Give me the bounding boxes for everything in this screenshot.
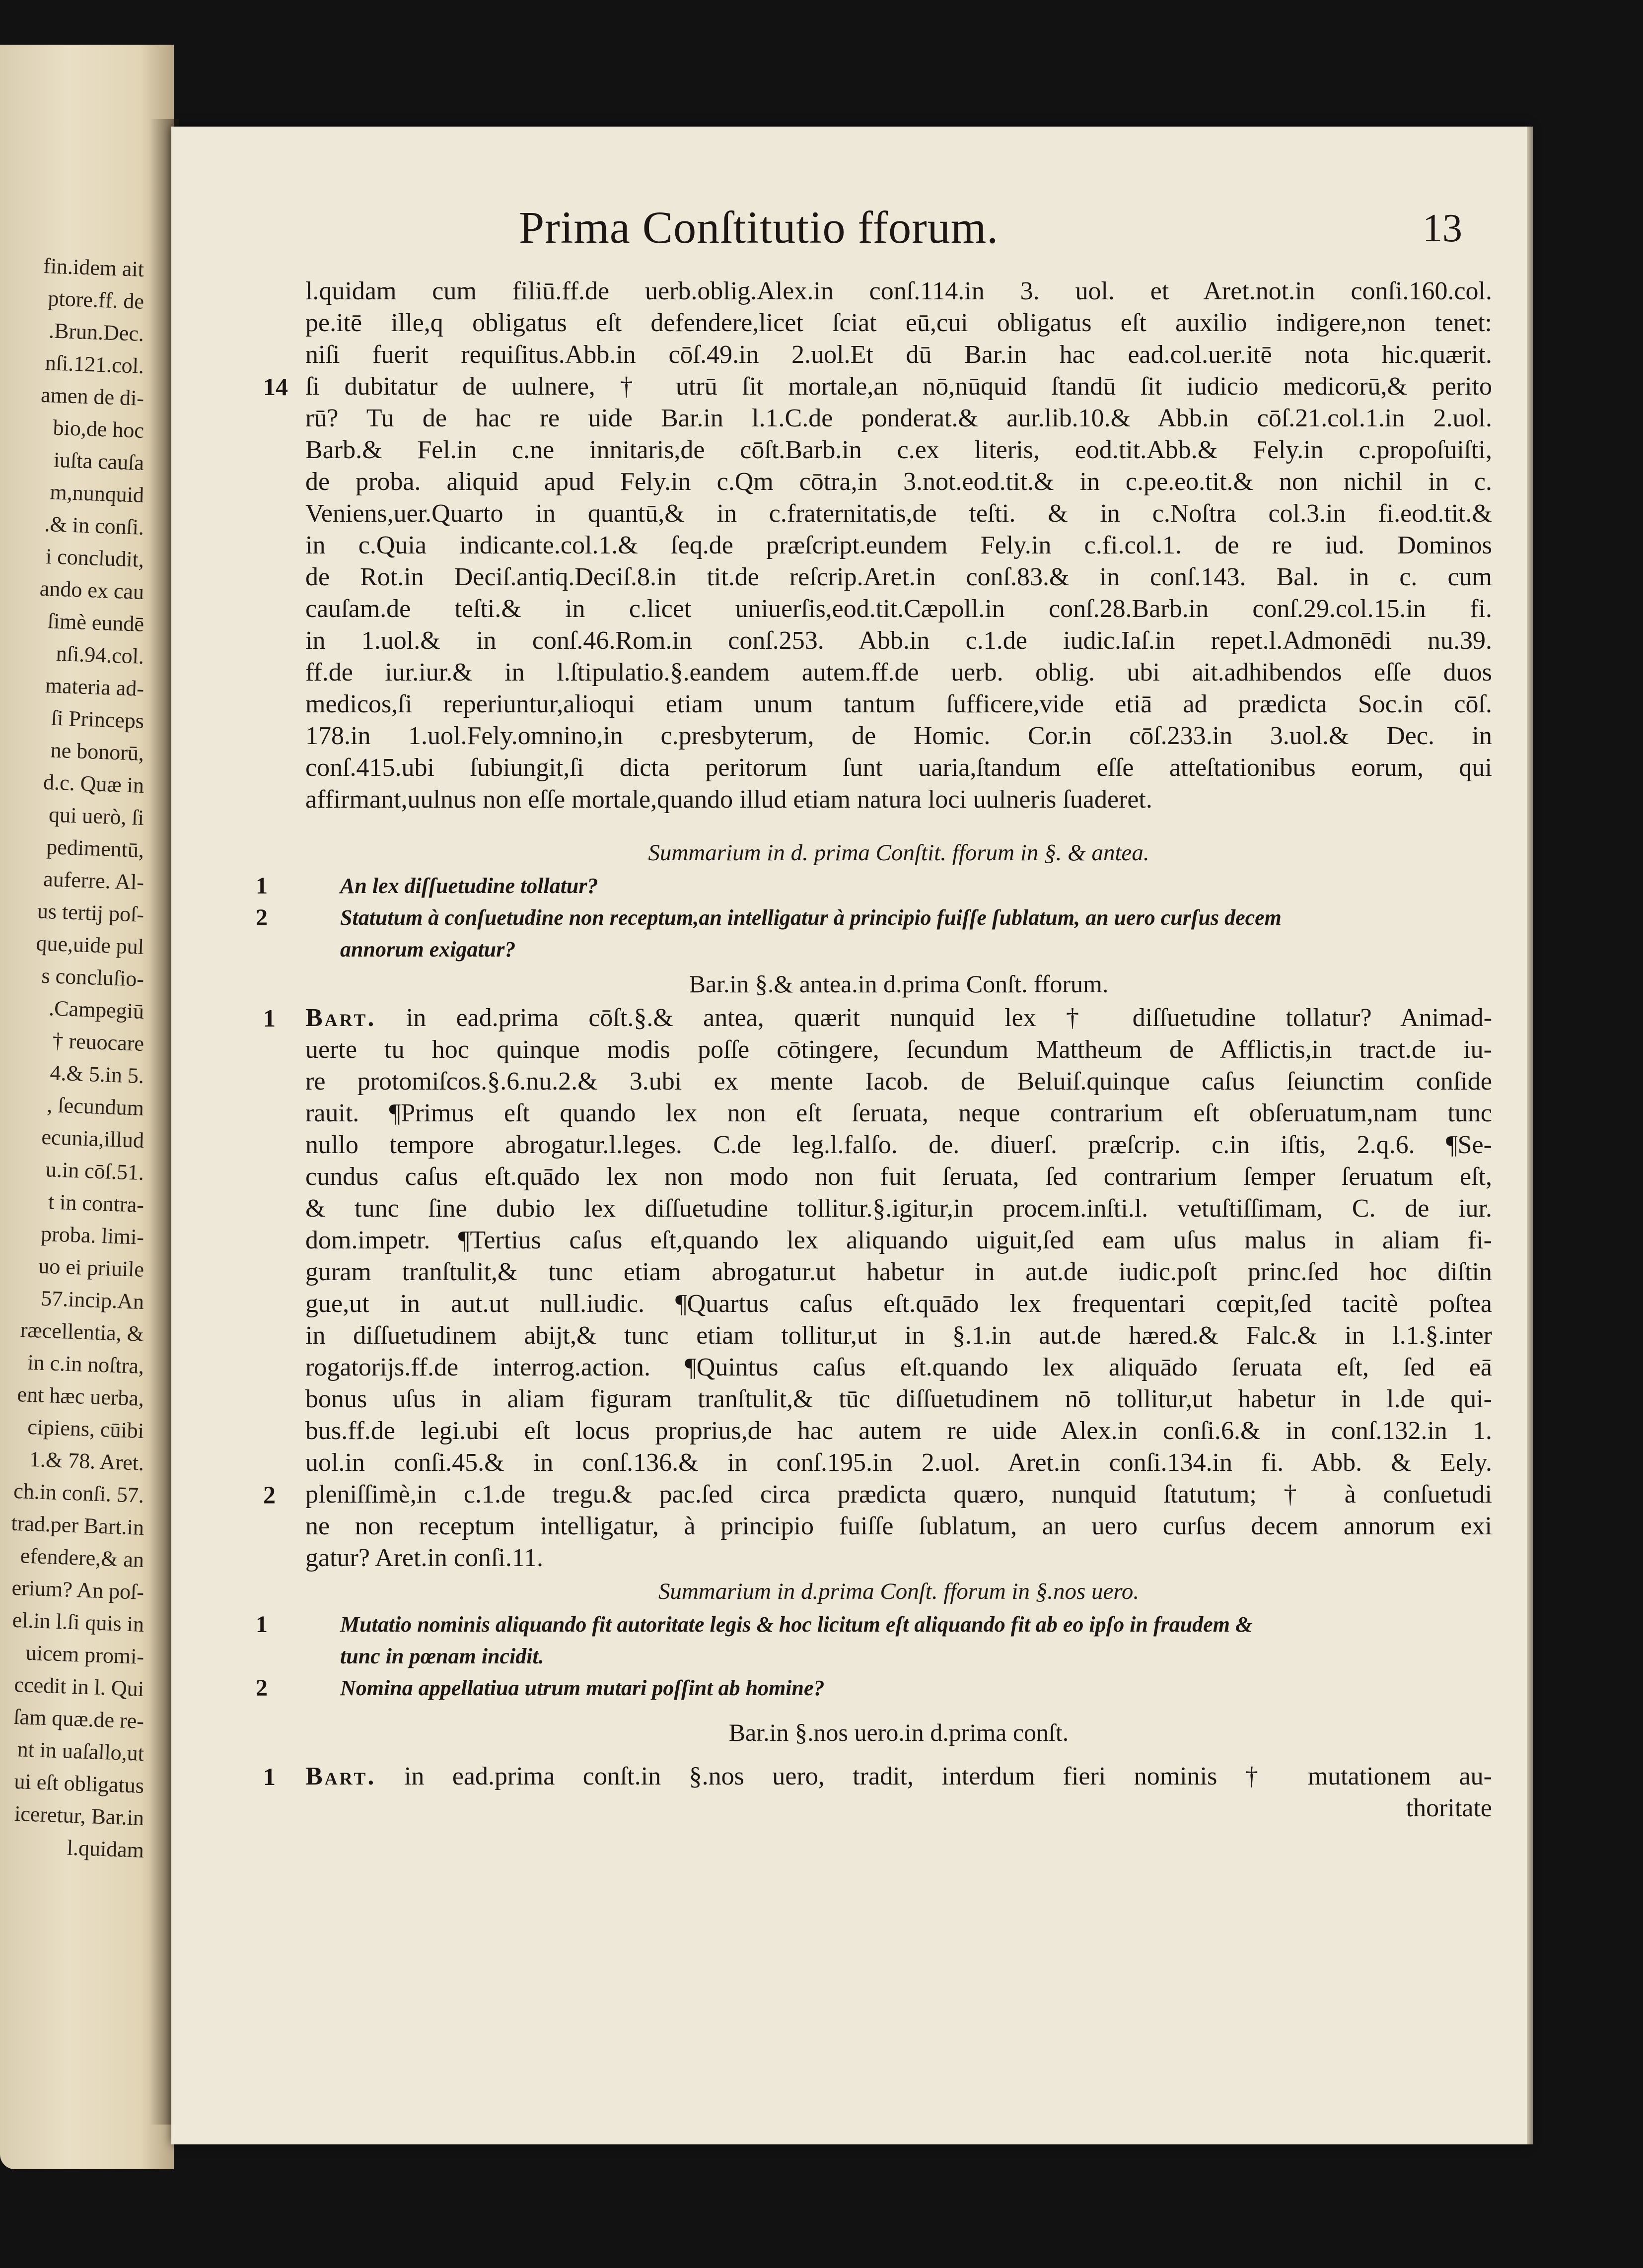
summary-item-text: tunc in pœnam incidit.: [340, 1644, 544, 1668]
text-line: [305, 1066, 1492, 1098]
facing-page-line: in c.in noſtra,: [27, 1350, 144, 1378]
text-line: [305, 1352, 1492, 1383]
page-header: [519, 201, 1462, 271]
line-text: re protomiſcos.§.6.nu.2.& 3.ubi ex mente Iacob. de Beluiſ.quinque caſus ſeiunctim conſide: [305, 1067, 1492, 1096]
facing-page-line: amen de di-: [40, 382, 144, 411]
line-text: Veniens,uer.Quarto in quantū,& in c.fraternitatis,de teſti. & in c.Noſtra col.3.in fi.eod.tit.&: [305, 499, 1492, 528]
text-line: [305, 466, 1492, 498]
running-title: Prima Conſtitutio fforum.: [519, 202, 999, 253]
catchword: thoritate: [1406, 1794, 1492, 1822]
text-line: [263, 371, 1492, 403]
line-text: 178.in 1.uol.Fely.omnino,in c.presbyterum, de Homic. Cor.in cōſ.233.in 3.uol.& Dec. in: [305, 722, 1492, 750]
facing-page-line: auferre. Al-: [43, 866, 144, 894]
text-line: [305, 1129, 1492, 1161]
facing-page-line: t in contra-: [48, 1189, 144, 1217]
facing-page-line: materia ad-: [45, 673, 144, 701]
line-text: rū? Tu de hac re uide Bar.in l.1.C.de ponderat.& aur.lib.10.& Abb.in cōſ.21.col.1.in 2.uol.: [305, 404, 1492, 432]
facing-page-line: ch.in conſi. 57.: [13, 1478, 144, 1508]
summary-item: [256, 902, 1492, 934]
line-text: cauſam.de teſti.& in c.licet uniuerſis,eod.tit.Cæpoll.in conſ.28.Barb.in conſ.29.col.15.in fi.: [305, 595, 1492, 623]
text-line: [305, 1288, 1492, 1320]
section-body: [263, 1761, 1492, 1792]
facing-page-line: .& in conſi.: [44, 512, 144, 540]
section-heading: Bar.in §.& antea.in d.prima Conſt. fforum.: [689, 970, 1109, 998]
summary-list: [256, 1609, 1492, 1704]
summary-item: [256, 1672, 1492, 1704]
text-line: [305, 688, 1492, 720]
summary-item: [256, 870, 1492, 902]
facing-page-line: el.in l.ſi quis in: [12, 1607, 144, 1637]
text-line: [305, 593, 1492, 625]
text-line: [305, 625, 1492, 657]
summary-item-number: 1: [256, 873, 268, 899]
text-line: [305, 561, 1492, 593]
text-line: [305, 657, 1492, 688]
facing-page-line: .Brun.Dec.: [48, 318, 144, 346]
summary-list: [256, 870, 1492, 965]
text-line: [305, 1320, 1492, 1352]
text-line: [305, 784, 1492, 816]
text-line: [305, 1193, 1492, 1225]
facing-page-line: uicem promi-: [25, 1640, 144, 1669]
facing-page-line: ne bonorū,: [50, 738, 144, 765]
facing-page-line: 57.incip.An: [40, 1286, 144, 1314]
marginal-number: 14: [263, 373, 288, 401]
summary-item-text: Statutum à conſuetudine non receptum,an intelligatur à principio fuiſſe ſublatum, an uero curſus decem: [340, 905, 1282, 930]
text-line: [305, 1034, 1492, 1066]
section-heading: Bar.in §.nos uero.in d.prima conſt.: [728, 1718, 1069, 1746]
line-text: pleniſſimè,in c.1.de tregu.& pac.ſed circa prædicta quæro, nunquid ſtatutum; † à conſuetudi: [305, 1480, 1492, 1509]
line-text: in ead.prima conſt.in §.nos uero, tradit, interdum fieri nominis † mutationem au-: [404, 1762, 1492, 1790]
facing-page-line: qui uerò, ſi: [48, 802, 144, 830]
facing-page-line: erium? An poſ-: [11, 1575, 144, 1604]
page-number: 13: [1423, 206, 1462, 250]
text-line: [305, 1098, 1492, 1129]
facing-page-line: cipiens, cūibi: [27, 1414, 144, 1443]
facing-page-line: ptore.ff. de: [47, 286, 144, 314]
facing-page-line: pedimentū,: [46, 834, 144, 862]
book-page: [171, 127, 1529, 2144]
summary-item-text: annorum exigatur?: [340, 937, 516, 962]
line-text: ff.de iur.iur.& in l.ſtipulatio.§.eandem autem.ff.de uerb. oblig. ubi ait.adhibendos eſſe duos: [305, 658, 1492, 687]
line-text: bus.ff.de legi.ubi eſt locus proprius,de hac autem re uide Alex.in conſi.6.& in conſ.132.in 1.: [305, 1417, 1492, 1445]
facing-page-line: ccedit in l. Qui: [13, 1672, 144, 1701]
summary-item: [305, 1641, 1492, 1672]
facing-page-line: proba. limi-: [40, 1221, 144, 1249]
facing-page-line: que,uide pul: [35, 931, 144, 959]
facing-page-line: m,nunquid: [49, 480, 144, 507]
summary-heading: Summarium in d. prima Conſtit. fforum in §. & antea.: [648, 840, 1149, 866]
line-text: & tunc ſine dubio lex diſſuetudine tollitur.§.igitur,in procem.inſti.l. vetuſtiſſimam, C. de iur.: [305, 1194, 1492, 1223]
summary-item-number: 2: [256, 1675, 268, 1701]
text-column: [256, 275, 1493, 1824]
marginal-number: 2: [263, 1481, 276, 1509]
facing-page-line: ſi Princeps: [51, 705, 144, 733]
line-text: rogatorijs.ff.de interrog.action. ¶Quintus caſus eſt.quando lex aliquādo ſeruata eſt, ſed eā: [305, 1353, 1492, 1381]
summary-heading: Summarium in d.prima Conſt. fforum in §.nos uero.: [658, 1579, 1140, 1604]
facing-page-line: us tertij poſ-: [37, 898, 144, 927]
line-text: medicos,ſi reperiuntur,alioqui etiam unum tantum ſufficere,vide etiā ad prædicta Soc.in cōſ.: [305, 690, 1492, 718]
text-line: [305, 1161, 1492, 1193]
facing-page-line: l.quidam: [67, 1835, 144, 1862]
facing-page-line: ſimè eundē: [47, 609, 144, 636]
facing-page-line: iuſta cauſa: [53, 447, 144, 475]
facing-page-line: i concludit,: [45, 544, 144, 572]
line-text: dom.impetr. ¶Tertius caſus eſt,quando lex aliquando uiguit,ſed eam uſus malus in aliam fi-: [305, 1226, 1492, 1254]
line-text: conſ.415.ubi ſubiungit,ſi dicta peritorum ſunt uaria,ſtandum eſſe atteſtationibus eorum, qui: [305, 754, 1492, 782]
facing-page-line: 4.& 5.in 5.: [49, 1060, 144, 1088]
continued-commentary: [263, 275, 1492, 816]
summary-item-text: An lex diſſuetudine tollatur?: [340, 874, 598, 898]
text-line: [305, 720, 1492, 752]
facing-page-line: d.c. Quæ in: [43, 769, 144, 798]
line-text: niſi fuerit requiſitus.Abb.in cōſ.49.in 2.uol.Et dū Bar.in hac ead.col.uer.itē nota hic.quærit.: [305, 341, 1492, 369]
text-line: [305, 275, 1492, 307]
text-line: [305, 434, 1492, 466]
line-text: gue,ut in aut.ut null.iudic. ¶Quartus caſus eſt.quādo lex frequentari cœpit,ſed tacitè poſtea: [305, 1290, 1492, 1318]
facing-page-line: , ſecundum: [46, 1093, 144, 1120]
line-text: bonus uſus in aliam figuram tranſtulit,& tūc diſſuetudinem nō tollitur,ut habetur in l.de qui-: [305, 1385, 1492, 1413]
facing-page-line: .Campegiū: [48, 996, 144, 1024]
summary-item: [256, 1609, 1492, 1641]
line-text: in c.Quia indicante.col.1.& ſeq.de præſcript.eundem Fely.in c.fi.col.1. de re iud. Dominos: [305, 531, 1492, 559]
facing-page-line: efendere,& an: [20, 1543, 144, 1572]
facing-page-line: iceretur, Bar.in: [14, 1801, 144, 1830]
line-text: ſi dubitatur de uulnere, † utrū ſit mortale,an nō,nūquid ſtandū ſit iudicio medicorū,& perito: [305, 372, 1492, 401]
text-line: [263, 1479, 1492, 1511]
text-line: [305, 1225, 1492, 1256]
summary-item: [305, 934, 1492, 965]
author-name: Bart.: [305, 1762, 376, 1790]
line-text: de proba. aliquid apud Fely.in c.Qm cōtra,in 3.not.eod.tit.& in c.pe.eo.tit.& non nichil in c.: [305, 468, 1492, 496]
line-text: nullo tempore abrogatur.l.leges. C.de leg.l.falſo. de. diuerſ. præſcrip. c.in iſtis, 2.q.6. ¶Se-: [305, 1131, 1492, 1159]
facing-page-line: nſi.121.col.: [45, 350, 144, 378]
text-line: [305, 498, 1492, 530]
section-body: [263, 1002, 1493, 1574]
line-text: affirmant,uulnus non eſſe mortale,quando illud etiam natura loci uulneris ſuaderet.: [305, 785, 1152, 814]
text-line: [305, 1256, 1492, 1288]
line-text: l.quidam cum filiū.ff.de uerb.oblig.Alex.in conſ.114.in 3. uol. et Aret.not.in conſi.160.col.: [305, 277, 1492, 305]
line-text: gatur? Aret.in conſi.11.: [305, 1544, 543, 1572]
author-name: Bart.: [305, 1004, 376, 1032]
line-text: in 1.uol.& in conſ.46.Rom.in conſ.253. Abb.in c.1.de iudic.Iaſ.in repet.l.Admonēdi nu.39.: [305, 626, 1492, 655]
line-text: cundus caſus eſt.quādo lex non modo non fuit ſeruata, ſed contrarium ſemper ſeruatum eſt,: [305, 1163, 1492, 1191]
facing-page-line: ent hæc uerba,: [16, 1382, 144, 1411]
line-text: guram tranſtulit,& tunc etiam abrogatur.ut habetur in aut.de iudic.poſt princ.ſed hoc diſtin: [305, 1258, 1492, 1286]
facing-page-line: u.in cōſ.51.: [45, 1157, 144, 1185]
text-line: [305, 1383, 1492, 1415]
facing-page-line: † reuocare: [52, 1028, 144, 1056]
text-line: [305, 1415, 1492, 1447]
summary-item-number: 2: [256, 904, 268, 931]
line-text: rauit. ¶Primus eſt quando lex non eſt ſeruata, neque contrarium eſt obſeruatum,nam tunc: [305, 1099, 1492, 1127]
facing-page-text: [0, 253, 174, 1866]
facing-page-line: trad.per Bart.in: [10, 1511, 144, 1540]
line-text: Barb.& Fel.in c.ne innitaris,de cōſt.Barb.in c.ex literis, eod.tit.Abb.& Fely.in c.propoſuiſti,: [305, 436, 1492, 464]
text-line: [305, 1447, 1492, 1479]
text-line: [305, 339, 1492, 371]
text-line: [305, 1511, 1492, 1542]
line-text: in ead.prima cōſt.§.& antea, quærit nunquid lex † diſſuetudine tollatur? Animad-: [406, 1004, 1493, 1032]
facing-page-line: ui eſt obligatus: [13, 1769, 144, 1798]
text-line: [305, 403, 1492, 434]
text-line: [305, 307, 1492, 339]
page-edge: [1527, 127, 1533, 2144]
facing-page-line: ſam quæ.de re-: [13, 1704, 144, 1733]
line-text: uerte tu hoc quinque modis poſſe cōtingere, ſecundum Mattheum de Afflictis,in tract.de iu-: [305, 1035, 1492, 1064]
facing-page-line: nſi.94.col.: [56, 641, 144, 669]
line-text: uol.in conſi.45.& in conſ.136.& in conſ.195.in 2.uol. Aret.in conſi.134.in fi. Abb. & Eely.: [305, 1448, 1492, 1477]
text-line: [263, 1761, 1492, 1792]
line-text: de Rot.in Deciſ.antiq.Deciſ.8.in tit.de reſcrip.Aret.in conſ.83.& in conſ.143. Bal. in c. cum: [305, 563, 1492, 591]
summary-item-text: Nomina appellatiua utrum mutari poſſint ab homine?: [340, 1676, 825, 1700]
facing-page-line: bio,de hoc: [52, 415, 144, 443]
line-text: in diſſuetudinem abijt,& tunc etiam tollitur,ut in §.1.in aut.de hæred.& Falc.& in l.1.§.inter: [305, 1321, 1492, 1350]
facing-page-line: nt in uaſallo,ut: [16, 1737, 144, 1766]
facing-page-line: ræcellentia, &: [20, 1317, 144, 1346]
facing-page-line: fin.idem ait: [43, 253, 144, 281]
text-line: [305, 1542, 1492, 1574]
line-text: pe.itē ille,q obligatus eſt defendere,licet ſciat eū,cui obligatus eſt auxilio indigere,non tenet:: [305, 309, 1492, 337]
summary-item-number: 1: [256, 1611, 268, 1638]
facing-page-line: ecunia,illud: [41, 1124, 144, 1153]
facing-page-line: ando ex cau: [39, 576, 144, 604]
marginal-number: 1: [263, 1004, 276, 1032]
text-line: [305, 752, 1492, 784]
facing-page-line: s concluſio-: [41, 963, 144, 991]
marginal-number: 1: [263, 1763, 276, 1790]
summary-item-text: Mutatio nominis aliquando fit autoritate legis & hoc licitum eſt aliquando fit ab eo ipſo in fraudem &: [340, 1612, 1253, 1637]
facing-page-line: uo ei priuile: [38, 1253, 144, 1282]
facing-page-line: 1.& 78. Aret.: [29, 1446, 144, 1475]
text-line: [305, 530, 1492, 561]
line-text: ne non receptum intelligatur, à principio fuiſſe ſublatum, an uero curſus decem annorum exi: [305, 1512, 1492, 1540]
facing-page-left: [0, 45, 174, 2169]
text-line: [263, 1002, 1493, 1034]
